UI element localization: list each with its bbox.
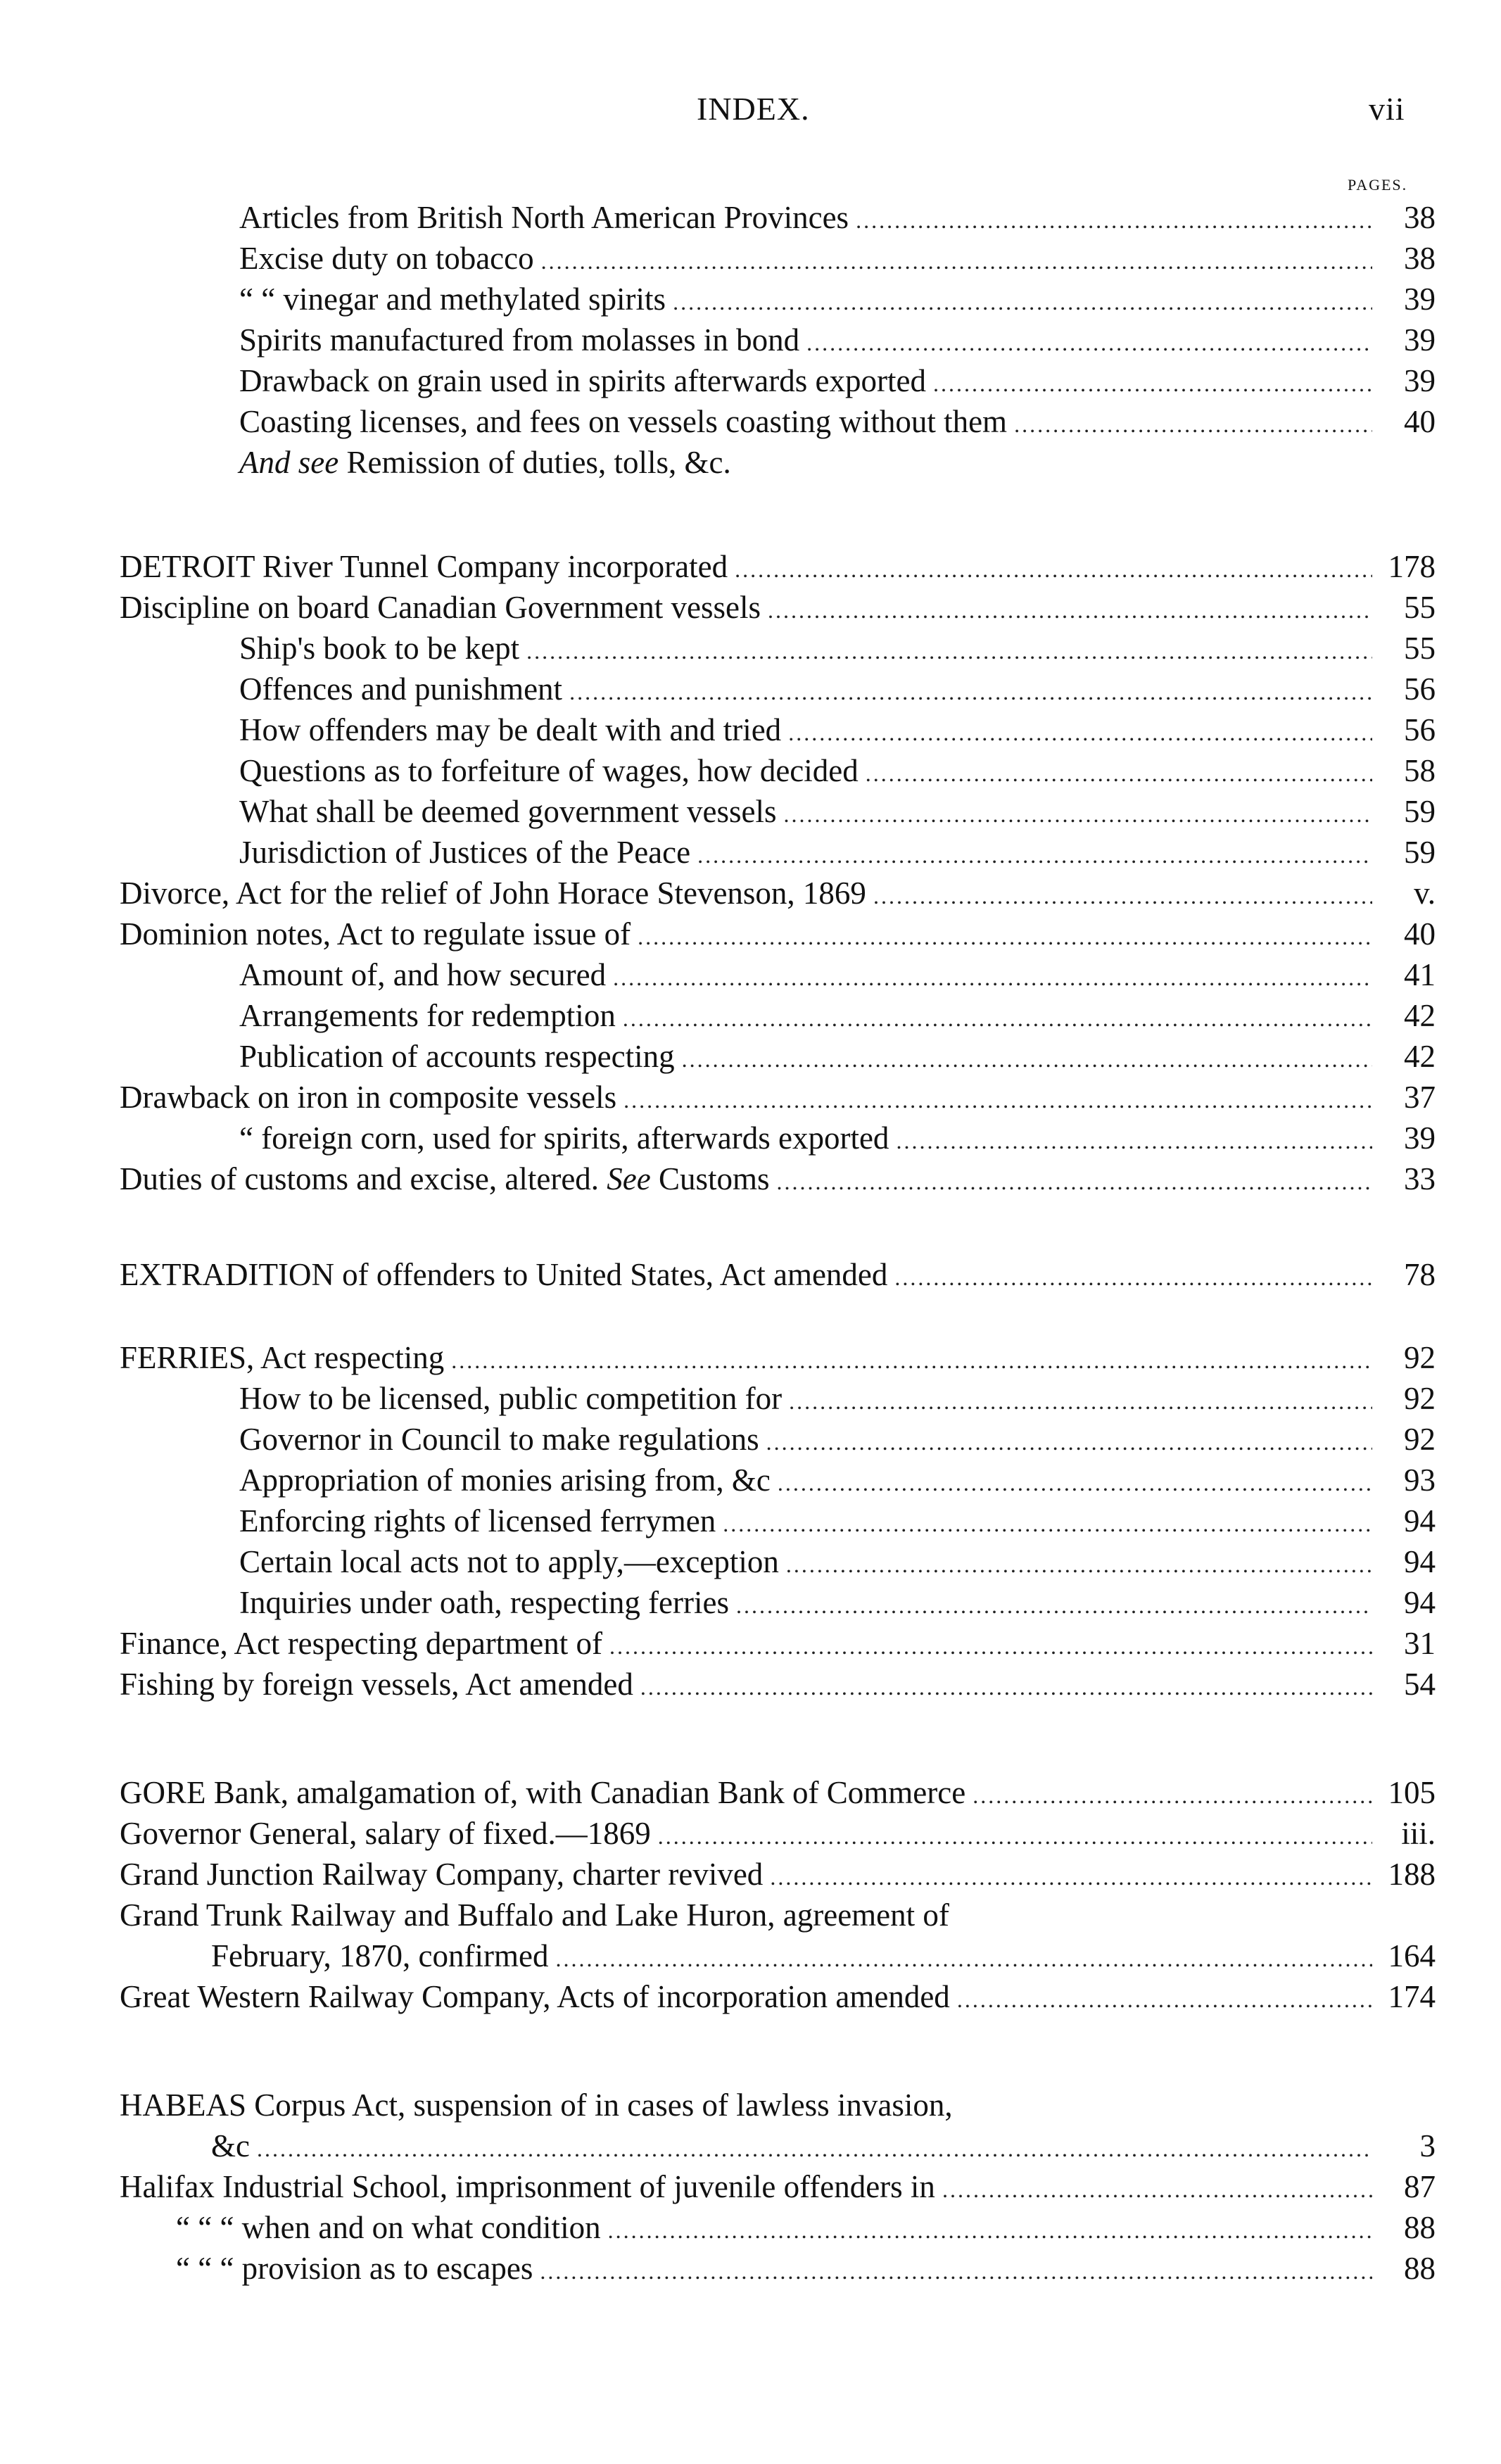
index-entry: Publication of accounts respecting ..... 42 — [239, 1036, 1436, 1077]
index-entry: Finance, Act respecting department of ..... 31 — [120, 1623, 1436, 1664]
index-entry: HABEAS Corpus Act, suspension of in cases of lawless invasion, — [120, 2087, 953, 2123]
index-entry: Excise duty on tobacco ..... 38 — [239, 238, 1436, 279]
index-entry: Dominion notes, Act to regulate issue of ..... 40 — [120, 914, 1436, 954]
index-entry: Certain local acts not to apply,—exception ..... 94 — [239, 1541, 1436, 1582]
index-entry: Inquiries under oath, respecting ferries ..... 94 — [239, 1582, 1436, 1623]
index-entry: “ “ “ when and on what condition ..... 88 — [176, 2207, 1436, 2248]
index-entry: &c ..... 3 — [211, 2125, 1436, 2166]
index-entry: Articles from British North American Provinces ..... 38 — [239, 197, 1436, 238]
index-entry: Arrangements for redemption ..... 42 — [239, 995, 1436, 1036]
index-entry: February, 1870, confirmed ..... 164 — [211, 1935, 1436, 1976]
index-entry: And see Remission of duties, tolls, &c. — [239, 445, 731, 480]
index-entry: Fishing by foreign vessels, Act amended ..... 54 — [120, 1664, 1436, 1705]
index-entry: Enforcing rights of licensed ferrymen ..... 94 — [239, 1500, 1436, 1541]
index-entry: Ship's book to be kept ..... 55 — [239, 628, 1436, 669]
index-entry: How offenders may be dealt with and tried ..... 56 — [239, 709, 1436, 750]
index-entry: Drawback on grain used in spirits afterwards exported ..... 39 — [239, 360, 1436, 401]
index-entry: Discipline on board Canadian Government vessels ..... 55 — [120, 587, 1436, 628]
index-entry: Questions as to forfeiture of wages, how decided ..... 58 — [239, 750, 1436, 791]
index-entry: Great Western Railway Company, Acts of incorporation amended ..... 174 — [120, 1976, 1436, 2017]
index-entry: Drawback on iron in composite vessels ..... 37 — [120, 1077, 1436, 1118]
index-entry: Grand Trunk Railway and Buffalo and Lake Huron, agreement of — [120, 1897, 949, 1933]
index-entry: “ “ “ provision as to escapes ..... 88 — [176, 2248, 1436, 2289]
index-entry: GORE Bank, amalgamation of, with Canadian Bank of Commerce ..... 105 — [120, 1772, 1436, 1813]
index-entry: Governor in Council to make regulations ..... 92 — [239, 1419, 1436, 1460]
index-entry: Appropriation of monies arising from, &c ..... 93 — [239, 1460, 1436, 1500]
index-entry: FERRIES, Act respecting ..... 92 — [120, 1337, 1436, 1378]
index-entry: Coasting licenses, and fees on vessels coasting without them ..... 40 — [239, 401, 1436, 442]
index-entry: Governor General, salary of fixed.—1869 ..... iii. — [120, 1813, 1436, 1854]
index-entry: Amount of, and how secured ..... 41 — [239, 954, 1436, 995]
index-entry: Offences and punishment ..... 56 — [239, 669, 1436, 709]
index-entry: Jurisdiction of Justices of the Peace ..... 59 — [239, 832, 1436, 873]
index-entry: “ “ vinegar and methylated spirits ..... 39 — [239, 279, 1436, 320]
index-entry: Grand Junction Railway Company, charter revived ..... 188 — [120, 1854, 1436, 1895]
index-entry: Divorce, Act for the relief of John Horace Stevenson, 1869 ..... v. — [120, 873, 1436, 914]
index-entry: Halifax Industrial School, imprisonment of juvenile offenders in ..... 87 — [120, 2166, 1436, 2207]
page-number: vii — [1369, 91, 1405, 127]
index-entry: DETROIT River Tunnel Company incorporated ..... 178 — [120, 546, 1436, 587]
page-header-title: INDEX. — [697, 91, 810, 127]
index-entry: Duties of customs and excise, altered. See Customs ..... 33 — [120, 1158, 1436, 1199]
index-entry: EXTRADITION of offenders to United States, Act amended ..... 78 — [120, 1254, 1436, 1295]
index-entry: “ foreign corn, used for spirits, afterwards exported ..... 39 — [239, 1118, 1436, 1158]
pages-column-label: PAGES. — [1348, 176, 1408, 194]
index-entry: What shall be deemed government vessels ..... 59 — [239, 791, 1436, 832]
index-entry: Spirits manufactured from molasses in bond ..... 39 — [239, 320, 1436, 360]
index-entry: How to be licensed, public competition for ..... 92 — [239, 1378, 1436, 1419]
